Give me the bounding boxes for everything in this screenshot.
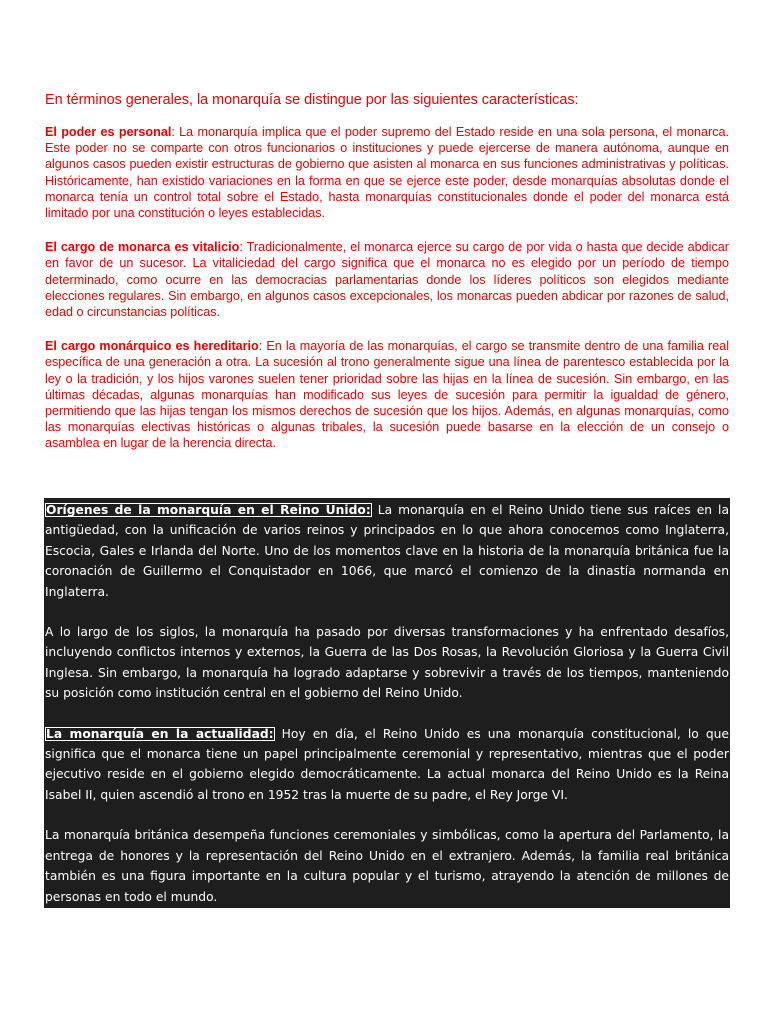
characteristic-paragraph <box>45 124 729 221</box>
characteristic-body: : Tradicionalmente, el monarca ejerce su cargo de por vida o hasta que decide abdicar en favor de un sucesor. La vitaliciedad del cargo significa que el monarca no es elegido por un período de tiempo determinado, como ocurre en las democracias parlamentarias donde los líderes políticos son elegidos mediante elecciones regulares. Sin embargo, en algunos casos excepcionales, los monarcas pueden abdicar por razones de salud, edad o circunstancias políticas. <box>45 240 729 320</box>
intro-text: En términos generales, la monarquía se distingue por las siguientes características: <box>45 92 579 108</box>
uk-monarchy-section <box>44 498 730 908</box>
characteristic-heading: El cargo monárquico es hereditario <box>45 339 259 354</box>
uk-paragraph <box>45 825 729 907</box>
uk-paragraph <box>45 622 729 704</box>
paragraph-body: La monarquía británica desempeña funciones ceremoniales y simbólicas, como la apertura del Parlamento, la entrega de honores y la representación del Reino Unido en el extranjero. Además, la familia real británica también es una figura importante en la cultura popular y el turismo, atrayendo la atención de millones de personas en todo el mundo. <box>45 828 729 904</box>
characteristic-paragraph <box>45 239 729 320</box>
paragraph-body: Hoy en día, el Reino Unido es una monarquía constitucional, lo que significa que el monarca tiene un papel principalmente ceremonial y representativo, mientras que el poder ejecutivo reside en el gobierno elegido democráticamente. La actual monarca del Reino Unido es la Reina Isabel II, quien ascendió al trono en 1952 tras la muerte de su padre, el Rey Jorge VI. <box>45 726 729 802</box>
characteristics-section <box>45 90 729 470</box>
section-heading: La monarquía en la actualidad: <box>46 726 274 741</box>
paragraph-body: A lo largo de los siglos, la monarquía ha pasado por diversas transformaciones y ha enfrentado desafíos, incluyendo conflictos internos y externos, la Guerra de las Dos Rosas, la Revolución Gloriosa y la Guerra Civil Inglesa. Sin embargo, la monarquía ha logrado adaptarse y sobrevivir a través de los tiempos, manteniendo su posición como institución central en el gobierno del Reino Unido. <box>45 625 729 701</box>
uk-paragraph <box>45 500 729 602</box>
characteristic-heading: El cargo de monarca es vitalicio <box>45 240 240 255</box>
characteristic-body: : La monarquía implica que el poder supremo del Estado reside en una sola persona, el monarca. Este poder no se comparte con otros funcionarios o instituciones y puede ejercerse de manera autónoma, aunque en algunos casos pueden existir estructuras de gobierno que asisten al monarca en sus funciones administrativas y políticas. Históricamente, han existido variaciones en la forma en que se ejerce este poder, desde monarquías absolutas donde el monarca tenía un control total sobre el Estado, hasta monarquías constitucionales donde el poder del monarca está limitado por una constitución o leyes establecidas. <box>45 125 729 221</box>
section-heading: Orígenes de la monarquía en el Reino Unido: <box>46 503 371 517</box>
characteristic-body: : En la mayoría de las monarquías, el cargo se transmite dentro de una familia real específica de una generación a otra. La sucesión al trono generalmente sigue una línea de parentesco establecida por la ley o la tradición, y los hijos varones suelen tener prioridad sobre las hijas en la línea de sucesión. Sin embargo, en las últimas décadas, algunas monarquías han modificado sus leyes de sucesión para permitir la igualdad de género, permitiendo que las hijas tengan los mismos derechos de sucesión que los hijos. Además, en algunas monarquías, como las monarquías electivas históricas o algunas tribales, la sucesión puede basarse en la elección de un consejo o asamblea en lugar de la herencia directa. <box>45 339 730 451</box>
characteristic-heading: El poder es personal <box>45 125 172 139</box>
paragraph-body: La monarquía en el Reino Unido tiene sus raíces en la antigüedad, con la unificación de varios reinos y principados en lo que ahora conocemos como Inglaterra, Escocia, Gales e Irlanda del Norte. Uno de los momentos clave en la historia de la monarquía británica fue la coronación de Guillermo el Conquistador en 1066, que marcó el comienzo de la dinastía normanda en Inglaterra. <box>45 503 729 599</box>
uk-paragraph <box>45 724 729 806</box>
characteristic-paragraph <box>45 338 729 451</box>
